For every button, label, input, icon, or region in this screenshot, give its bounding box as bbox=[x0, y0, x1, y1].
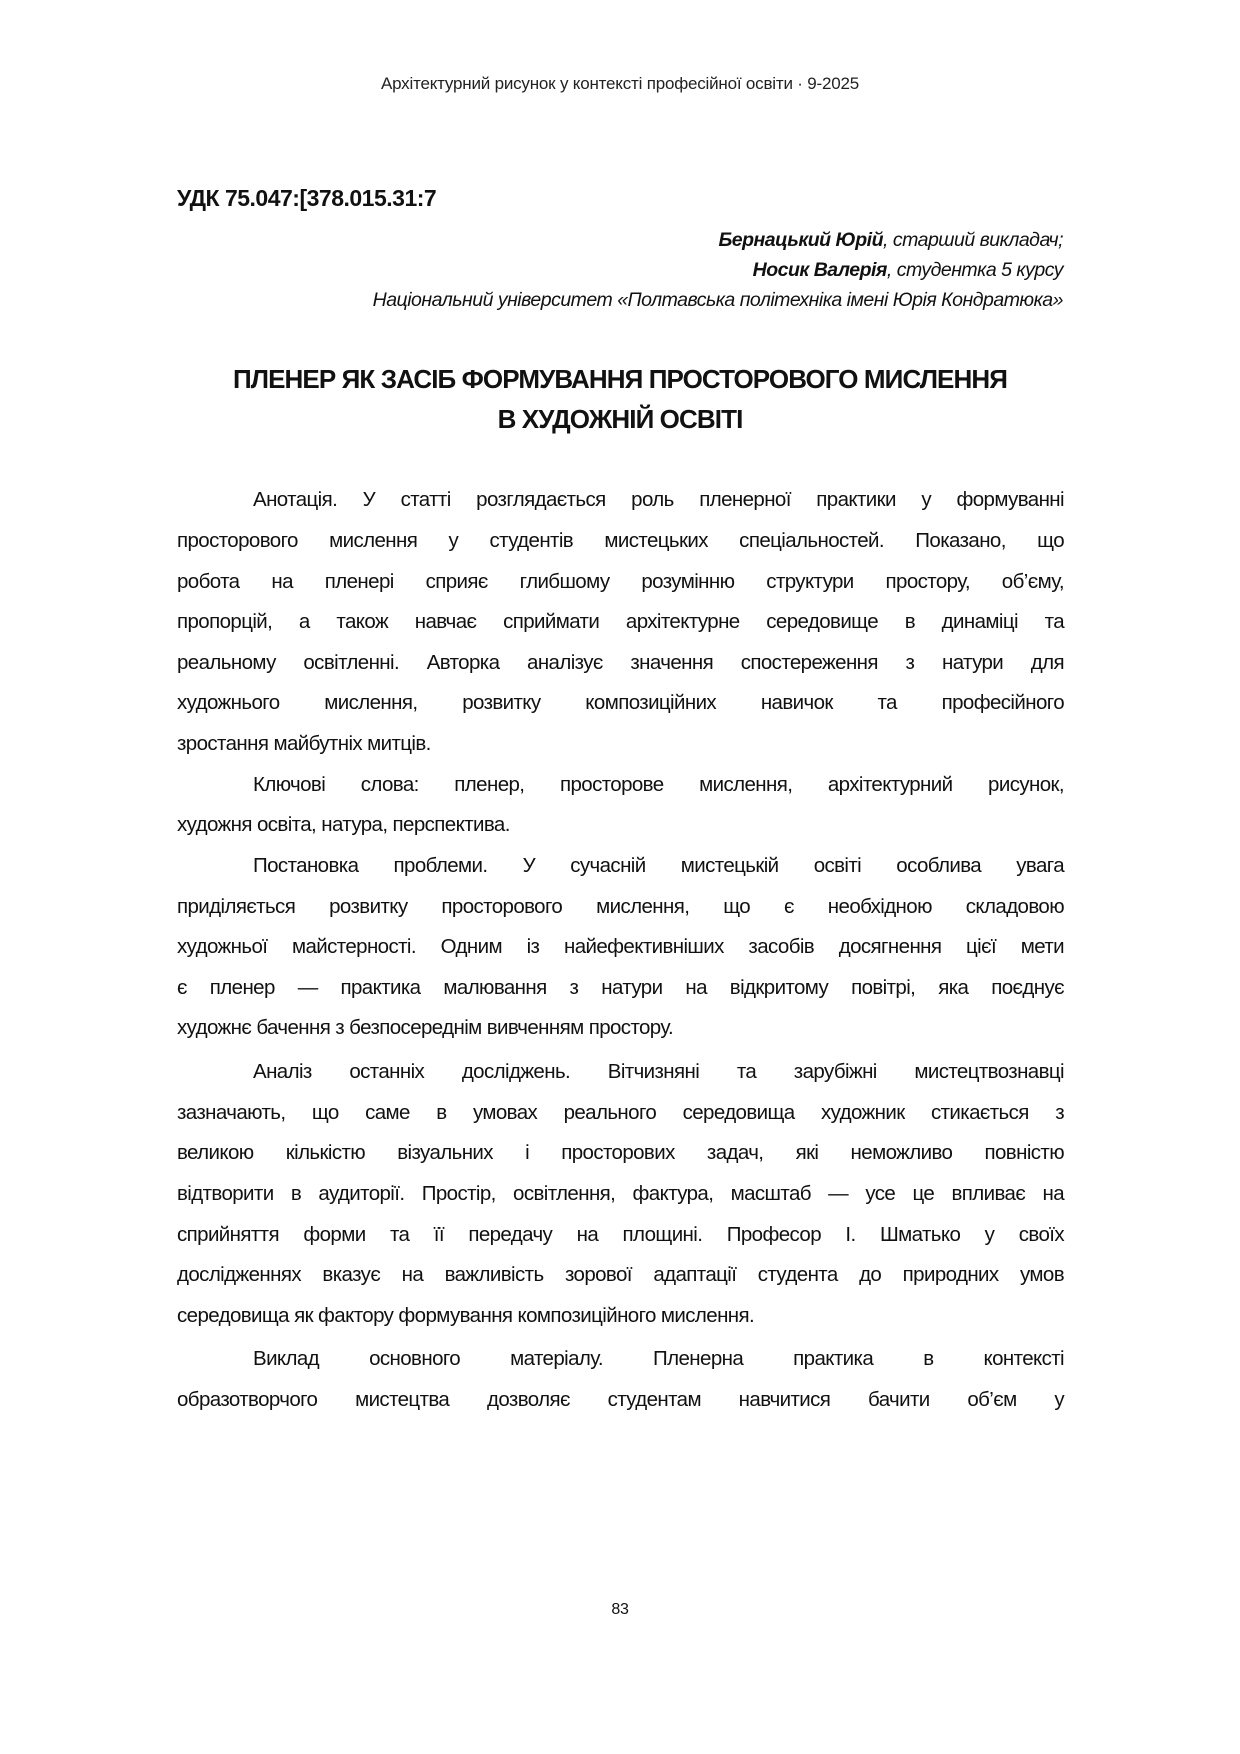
author-role: , старший викладач; bbox=[883, 229, 1063, 251]
literature-review-line: відтворити в аудиторії. Простір, освітлення, фактура, масштаб — усе це впливає на bbox=[177, 1182, 1064, 1205]
abstract-line: художнього мислення, розвитку композиційних навичок та професійного bbox=[177, 691, 1064, 714]
author-role: , студентка 5 курсу bbox=[886, 259, 1063, 281]
abstract-line: Анотація. У статті розглядається роль пленерної практики у формуванні bbox=[253, 488, 1064, 511]
problem-statement-line: художнє бачення з безпосереднім вивченням простору. bbox=[177, 1016, 674, 1039]
author-line-2 bbox=[753, 259, 1063, 282]
literature-review-line: середовища як фактору формування композиційного мислення. bbox=[177, 1304, 755, 1327]
problem-statement-line: є пленер — практика малювання з натури на відкритому повітрі, яка поєднує bbox=[177, 976, 1064, 999]
abstract-line: реальному освітленні. Авторка аналізує значення спостереження з натури для bbox=[177, 651, 1064, 674]
problem-statement-line: художньої майстерності. Одним із найефективніших засобів досягнення цієї мети bbox=[177, 935, 1064, 958]
literature-review-line: сприйняття форми та її передачу на площині. Професор І. Шматько у своїх bbox=[177, 1223, 1064, 1246]
problem-statement-line: Постановка проблеми. У сучасній мистецькій освіті особлива увага bbox=[253, 854, 1064, 877]
main-material-line: Виклад основного матеріалу. Пленерна практика в контексті bbox=[253, 1347, 1064, 1370]
abstract-line: пропорцій, а також навчає сприймати архітектурне середовище в динаміці та bbox=[177, 610, 1064, 633]
abstract-line: зростання майбутніх митців. bbox=[177, 732, 431, 755]
article-title-line-2: В ХУДОЖНІЙ ОСВІТІ bbox=[497, 404, 743, 434]
problem-statement-line: приділяється розвитку просторового мислення, що є необхідною складовою bbox=[177, 895, 1064, 918]
article-title-line-1: ПЛЕНЕР ЯК ЗАСІБ ФОРМУВАННЯ ПРОСТОРОВОГО МИСЛЕННЯ bbox=[232, 364, 1008, 394]
literature-review-line: Аналіз останніх досліджень. Вітчизняні та зарубіжні мистецтвознавці bbox=[253, 1060, 1064, 1083]
abstract-line: робота на пленері сприяє глибшому розумінню структури простору, об’єму, bbox=[177, 570, 1064, 593]
author-name: Носик Валерія bbox=[752, 259, 887, 281]
main-material-line: образотворчого мистецтва дозволяє студентам навчитися бачити об’єм у bbox=[177, 1388, 1064, 1411]
author-name: Бернацький Юрій bbox=[718, 229, 883, 251]
literature-review-line: великою кількістю візуальних і просторових задач, які неможливо повністю bbox=[177, 1141, 1064, 1164]
keywords-line: художня освіта, натура, перспектива. bbox=[177, 813, 510, 836]
literature-review-line: дослідженнях вказує на важливість зорової адаптації студента до природних умов bbox=[177, 1263, 1064, 1286]
author-line-1 bbox=[718, 229, 1063, 252]
literature-review-line: зазначають, що саме в умовах реального середовища художник стикається з bbox=[177, 1101, 1064, 1124]
affiliation: Національний університет «Полтавська політехніка імені Юрія Кондратюка» bbox=[372, 289, 1063, 311]
running-header: Архітектурний рисунок у контексті професійної освіти · 9-2025 bbox=[380, 74, 860, 93]
udk-code: УДК 75.047:[378.015.31:7 bbox=[177, 185, 437, 211]
page-number: 83 bbox=[611, 1601, 629, 1618]
keywords-line: Ключові слова: пленер, просторове мислення, архітектурний рисунок, bbox=[253, 773, 1064, 796]
abstract-line: просторового мислення у студентів мистецьких спеціальностей. Показано, що bbox=[177, 529, 1064, 552]
